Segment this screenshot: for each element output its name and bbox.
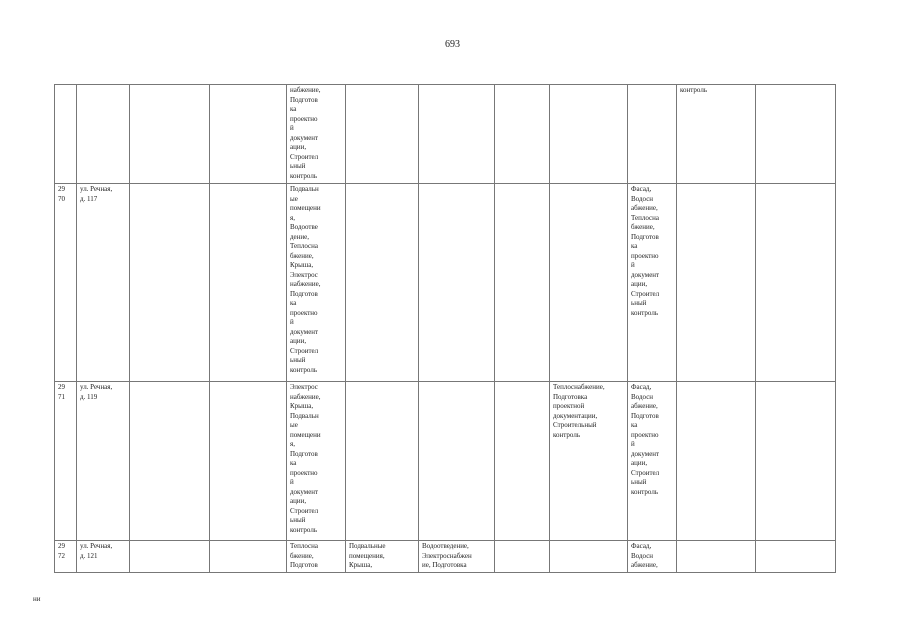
table-cell (346, 184, 419, 382)
works-cell: набжение, Подготов ка проектно й документ ации, Строител ьный контроль (287, 85, 346, 184)
table-cell (495, 541, 550, 573)
table-cell (419, 85, 495, 184)
table-cell (677, 541, 756, 573)
table-cell (756, 85, 836, 184)
address-cell: ул. Речная, д. 117 (77, 184, 130, 382)
row-number-cell (55, 85, 77, 184)
row-number-cell: 29 72 (55, 541, 77, 573)
table-cell (677, 382, 756, 541)
table-cell (346, 382, 419, 541)
table-cell (628, 85, 677, 184)
works-cell: Фасад, Водосн абжение, Теплосна бжение, Подготов ка проектно й документ ации, Строител ьный контроль (628, 184, 677, 382)
works-cell: Подвальн ые помещени я, Водоотве дение, Теплосна бжение, Крыша, Электрос набжение, Подготов ка проектно й документ ации, Строител ьный контроль (287, 184, 346, 382)
table-cell (756, 541, 836, 573)
table-cell (346, 85, 419, 184)
table-cell (419, 184, 495, 382)
repair-schedule-table (54, 84, 836, 573)
works-cell: Электрос набжение, Крыша, Подвальн ые помещени я, Подготов ка проектно й документ ации, Строител ьный контроль (287, 382, 346, 541)
table-cell (756, 184, 836, 382)
works-cell: Теплоснабжение, Подготовка проектной документации, Строительный контроль (550, 382, 628, 541)
address-cell (77, 85, 130, 184)
row-number-cell: 29 70 (55, 184, 77, 382)
table-cell (495, 382, 550, 541)
page-number: 693 (445, 39, 460, 50)
row-number-cell: 29 71 (55, 382, 77, 541)
table-cell (210, 382, 287, 541)
works-cell: Фасад, Водосн абжение, (628, 541, 677, 573)
works-cell: Подвальные помещения, Крыша, (346, 541, 419, 573)
table-cell (130, 541, 210, 573)
table-cell (495, 85, 550, 184)
works-cell: контроль (677, 85, 756, 184)
address-cell: ул. Речная, д. 119 (77, 382, 130, 541)
table-cell (550, 184, 628, 382)
table-cell (419, 382, 495, 541)
table-row (55, 541, 836, 573)
table-row (55, 85, 836, 184)
works-cell: Теплосна бжение, Подготов (287, 541, 346, 573)
table-cell (550, 541, 628, 573)
footer-mark: ни (33, 595, 41, 603)
table-cell (677, 184, 756, 382)
table-cell (130, 85, 210, 184)
works-cell: Фасад, Водосн абжение, Подготов ка проектно й документ ации, Строител ьный контроль (628, 382, 677, 541)
address-cell: ул. Речная, д. 121 (77, 541, 130, 573)
table-cell (550, 85, 628, 184)
table-row (55, 184, 836, 382)
table-cell (130, 382, 210, 541)
table-cell (495, 184, 550, 382)
table-row (55, 382, 836, 541)
works-cell: Водоотведение, Электроснабжен ие, Подготовка (419, 541, 495, 573)
table-cell (210, 541, 287, 573)
table-cell (210, 85, 287, 184)
table-cell (130, 184, 210, 382)
table-cell (756, 382, 836, 541)
table-cell (210, 184, 287, 382)
